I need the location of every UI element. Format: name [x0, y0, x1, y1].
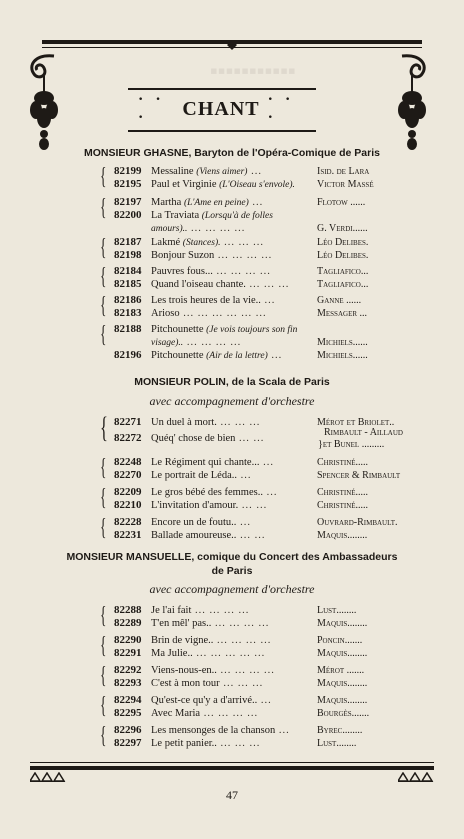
record-composer: Maquis........ — [317, 530, 368, 541]
record-title: Martha (L'Ame en peine) ... — [151, 197, 264, 208]
artist-name-line2: de Paris — [211, 565, 253, 577]
record-number: 82183 — [114, 307, 142, 319]
brace-icon: { — [100, 195, 107, 221]
record-row — [100, 634, 400, 647]
right-floral-ornament-icon — [396, 52, 432, 152]
record-title: Arioso ... ... ... ... ... ... — [151, 308, 267, 319]
record-number: 82289 — [114, 617, 142, 629]
record-group — [100, 456, 400, 482]
record-title: Lakmé (Stances). ... ... ... — [151, 237, 265, 248]
record-composer: Mérot et Briolet.. — [317, 417, 395, 428]
record-title: C'est à mon tour ... ... ... — [151, 678, 264, 689]
record-row — [100, 737, 400, 750]
record-title: visage).. ... ... ... ... — [151, 337, 242, 348]
record-title: Un duel à mort. ... ... ... — [151, 417, 261, 428]
brace-icon: { — [100, 293, 107, 319]
record-title: Brin de vigne.. ... ... ... ... — [151, 635, 272, 646]
record-group — [100, 411, 403, 450]
record-composer: }et Bunel ......... — [318, 439, 385, 450]
bleed-through: ▪▪▪▪▪▪▪▪▪▪▪ — [210, 58, 296, 83]
record-row — [100, 486, 400, 499]
record-row — [100, 307, 400, 320]
record-number: 82186 — [114, 294, 142, 306]
record-row — [100, 516, 400, 529]
record-row — [100, 677, 400, 690]
record-title: Viens-nous-en.. ... ... ... ... — [151, 665, 275, 676]
record-group — [100, 265, 400, 291]
page-number: 47 — [226, 788, 238, 802]
record-composer: Christiné..... — [317, 500, 369, 511]
record-title: Bonjour Suzon ... ... ... ... — [151, 250, 273, 261]
title-dots-right: · · · — [267, 91, 295, 126]
record-number: 82288 — [114, 604, 142, 616]
record-composer: Messager ... — [317, 308, 368, 319]
record-number: 82270 — [114, 469, 142, 481]
bottom-rule-thin — [30, 762, 434, 763]
record-number: 82228 — [114, 516, 142, 528]
record-row — [100, 707, 400, 720]
record-group — [100, 604, 400, 630]
record-composer: Isid. de Lara — [317, 166, 370, 177]
record-composer: Michiels...... — [317, 337, 368, 348]
record-number: 82271 — [114, 416, 142, 428]
record-number: 82209 — [114, 486, 142, 498]
record-row — [100, 438, 400, 451]
record-composer: Flotow ...... — [317, 197, 366, 208]
record-title: Pitchounette (Air de la lettre) ... — [151, 350, 283, 361]
record-title: Ma Julie.. ... ... ... ... ... — [151, 648, 266, 659]
artist-heading — [56, 375, 408, 389]
record-number: 82295 — [114, 707, 142, 719]
bottom-rule-thick — [30, 766, 434, 770]
section-title — [130, 90, 312, 128]
record-number: 82195 — [114, 178, 142, 190]
record-title: Le portrait de Léda.. ... — [151, 470, 252, 481]
record-composer: Maquis........ — [317, 695, 368, 706]
record-number: 82200 — [114, 209, 142, 221]
record-title: Je l'ai fait ... ... ... ... — [151, 605, 250, 616]
center-diamond-ornament — [227, 37, 237, 55]
record-number: 82198 — [114, 249, 142, 261]
brace-icon: { — [100, 411, 108, 444]
record-number: 82199 — [114, 165, 142, 177]
record-row — [100, 694, 400, 707]
record-composer: G. Verdi...... — [317, 223, 368, 234]
record-group — [100, 664, 400, 690]
record-row — [100, 196, 400, 209]
record-number: 82231 — [114, 529, 142, 541]
record-composer: Ganne ...... — [317, 295, 362, 306]
record-number: 82187 — [114, 236, 142, 248]
record-number: 82188 — [114, 323, 142, 335]
record-row — [100, 323, 400, 336]
record-number: 82184 — [114, 265, 142, 277]
brace-icon: { — [100, 723, 107, 749]
record-row — [100, 469, 400, 482]
brace-icon: { — [100, 633, 107, 659]
record-group — [100, 236, 400, 262]
record-row — [100, 265, 400, 278]
brace-icon: { — [100, 235, 107, 261]
record-row — [100, 236, 400, 249]
title-box-bottom-rule — [128, 130, 316, 132]
record-number: 82296 — [114, 724, 142, 736]
artist-name: MONSIEUR POLIN, de la Scala de Paris — [134, 376, 330, 388]
record-title: Qu'est-ce qu'y a d'arrivé.. ... — [151, 695, 272, 706]
right-triangles-icon — [398, 772, 434, 782]
record-title: Pitchounette (Je vois toujours son fin — [151, 324, 298, 335]
record-composer: Maquis........ — [317, 618, 368, 629]
record-composer: Lust........ — [317, 605, 357, 616]
brace-icon: { — [100, 515, 107, 541]
record-number: 82185 — [114, 278, 142, 290]
record-number: 82272 — [114, 432, 142, 444]
record-composer: Maquis........ — [317, 678, 368, 689]
record-group — [100, 294, 400, 320]
record-composer: Léo Delibes. — [317, 250, 369, 261]
record-row — [100, 165, 400, 178]
record-composer: Léo Delibes. — [317, 237, 369, 248]
record-title: L'invitation d'amour. ... ... — [151, 500, 268, 511]
artist-subtitle: avec accompagnement d'orchestre — [149, 582, 315, 596]
record-number: 82293 — [114, 677, 142, 689]
record-row — [100, 499, 400, 512]
record-group — [100, 694, 400, 720]
brace-icon: { — [100, 693, 107, 719]
record-title: Le Régiment qui chante... ... — [151, 457, 274, 468]
record-title: Les mensonges de la chanson ... — [151, 725, 290, 736]
record-number: 82291 — [114, 647, 142, 659]
record-composer: Lust........ — [317, 738, 357, 749]
record-composer: Maquis........ — [317, 648, 368, 659]
record-title: Encore un de foutu.. ... — [151, 517, 251, 528]
record-group — [100, 724, 400, 750]
record-row — [100, 617, 400, 630]
record-number: 82297 — [114, 737, 142, 749]
record-title: T'en mêl' pas.. ... ... ... ... — [151, 618, 270, 629]
record-title: Le petit panier.. ... ... ... — [151, 738, 261, 749]
brace-icon: { — [100, 603, 107, 629]
record-row — [100, 724, 400, 737]
artist-name: MONSIEUR GHASNE, Baryton de l'Opéra-Comique de Paris — [84, 147, 380, 159]
record-group — [100, 196, 400, 235]
record-title: Messaline (Viens aimer) ... — [151, 166, 262, 177]
record-number: 82292 — [114, 664, 142, 676]
record-composer: Poncin....... — [317, 635, 363, 646]
record-number: 82197 — [114, 196, 142, 208]
record-composer: Tagliafico... — [317, 279, 369, 290]
record-title: amours).. ... ... ... ... — [151, 223, 246, 234]
record-group — [100, 634, 400, 660]
record-row — [100, 178, 400, 191]
record-composer: Victor Massé — [317, 179, 374, 190]
record-composer: Rimbault - Aillaud — [324, 427, 403, 438]
brace-icon: { — [100, 322, 107, 348]
record-row — [100, 349, 400, 362]
record-row — [100, 278, 400, 291]
record-composer: Christiné..... — [317, 457, 369, 468]
left-triangles-icon — [30, 772, 66, 782]
record-row — [100, 664, 400, 677]
record-title: Pauvres fous... ... ... ... ... — [151, 266, 271, 277]
record-composer: Byrec........ — [317, 725, 363, 736]
record-title: Paul et Virginie (L'Oiseau s'envole). — [151, 179, 295, 190]
record-row — [100, 222, 400, 235]
record-title: Quand l'oiseau chante. ... ... ... — [151, 279, 290, 290]
record-row — [100, 336, 400, 349]
brace-icon: { — [100, 485, 107, 511]
record-composer: Tagliafico... — [317, 266, 369, 277]
brace-icon: { — [100, 663, 107, 689]
record-composer: Spencer & Rimbault — [317, 470, 401, 481]
brace-icon: { — [100, 264, 107, 290]
record-row — [100, 647, 400, 660]
record-number: 82290 — [114, 634, 142, 646]
record-number: 82248 — [114, 456, 142, 468]
record-group — [100, 486, 400, 512]
record-title: Quéq' chose de bien ... ... — [151, 433, 265, 444]
brace-icon: { — [100, 164, 107, 190]
record-number: 82210 — [114, 499, 142, 511]
section-title-text: CHANT — [182, 97, 260, 120]
record-row — [100, 249, 400, 262]
title-dots-left: · · · — [138, 91, 165, 126]
record-composer: Ouvrard-Rimbault. — [317, 517, 398, 528]
record-group — [100, 165, 400, 191]
record-composer: Bourgès....... — [317, 708, 370, 719]
record-group — [100, 323, 400, 362]
record-composer: Christiné..... — [317, 487, 369, 498]
artist-subtitle: avec accompagnement d'orchestre — [149, 394, 315, 408]
artist-heading — [56, 550, 408, 578]
record-title: Le gros bébé des femmes.. ... — [151, 487, 278, 498]
record-composer: Michiels...... — [317, 350, 368, 361]
record-number: 82294 — [114, 694, 142, 706]
record-number: 82196 — [114, 349, 142, 361]
artist-heading — [56, 146, 408, 160]
record-title: Ballade amoureuse.. ... ... — [151, 530, 266, 541]
brace-icon: { — [100, 455, 107, 481]
artist-name: MONSIEUR MANSUELLE, comique du Concert des Ambassadeurs — [66, 551, 398, 563]
record-row — [100, 456, 400, 469]
record-row — [100, 529, 400, 542]
record-title: Avec Maria ... ... ... ... — [151, 708, 259, 719]
left-floral-ornament-icon — [24, 52, 60, 152]
record-row — [100, 294, 400, 307]
record-row — [100, 209, 400, 222]
record-title: La Traviata (Lorsqu'à de folles — [151, 210, 273, 221]
record-group — [100, 516, 400, 542]
record-title: Les trois heures de la vie.. ... — [151, 295, 276, 306]
record-composer: Mérot ....... — [317, 665, 365, 676]
record-row — [100, 604, 400, 617]
